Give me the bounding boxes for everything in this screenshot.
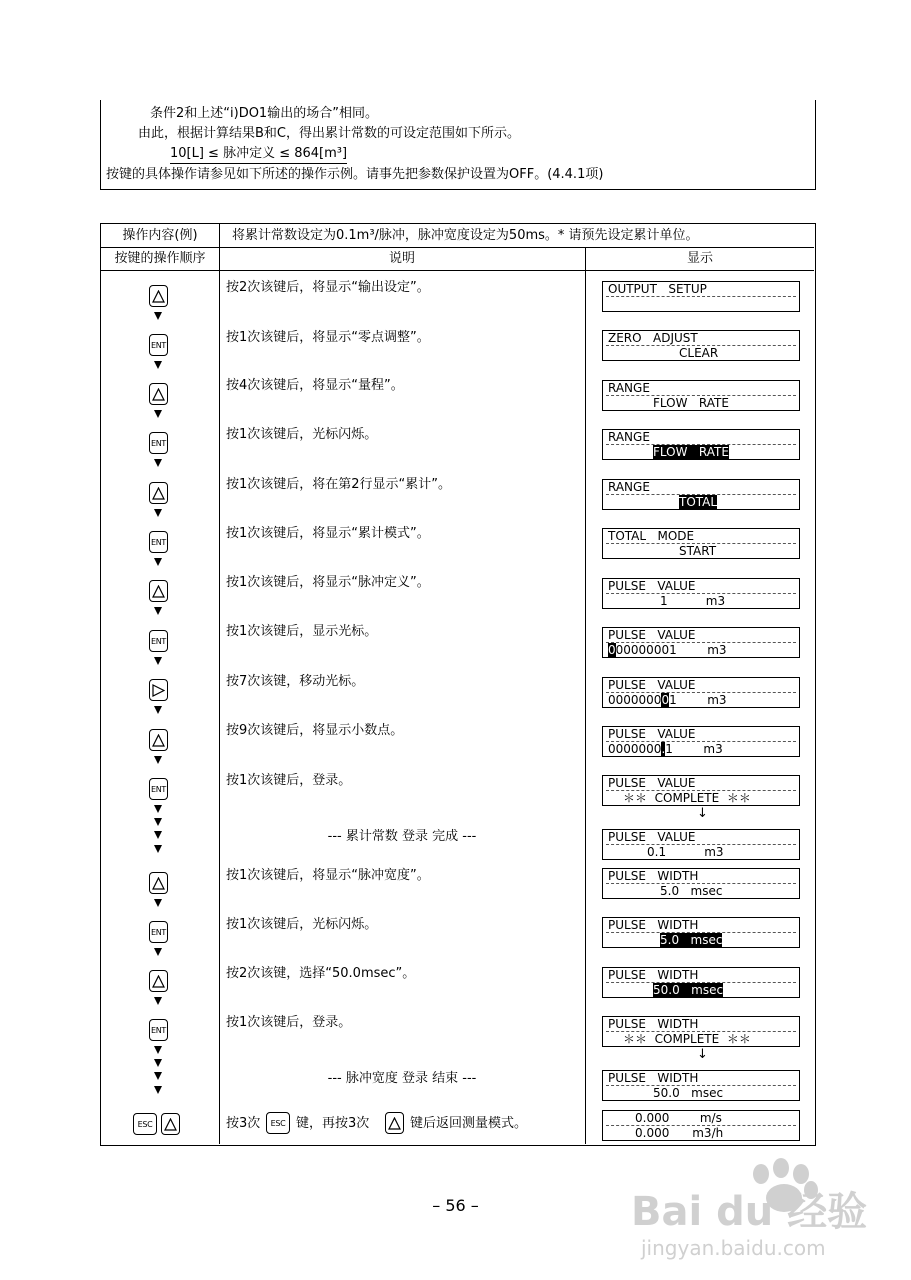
last-desc-part3: 键后返回测量模式。 <box>410 1116 528 1131</box>
lcd-display-10: PULSE VALUE 0000000.1 m3 <box>602 726 800 757</box>
down-arrow-icon <box>154 312 162 320</box>
watermark-url: jingyan.baidu.com <box>641 1236 826 1260</box>
down-arrow-icon <box>154 361 162 369</box>
last-desc-part2: 键，再按3次 <box>296 1116 370 1131</box>
up-key-icon[interactable] <box>149 970 168 992</box>
step-5-desc: 按1次该键后，将在第2行显示“累计”。 <box>226 477 452 492</box>
up-key-icon[interactable] <box>385 1112 404 1134</box>
down-arrow-icon <box>154 657 162 665</box>
esc-key-icon[interactable]: ESC <box>133 1113 157 1135</box>
up-key-icon[interactable] <box>149 285 168 307</box>
intro-line1: 条件2和上述“i)DO1输出的场合”相同。 <box>150 106 378 121</box>
step-3-desc: 按4次该键后，将显示“量程”。 <box>226 378 404 393</box>
up-key-icon[interactable] <box>161 1113 180 1135</box>
up-key-icon[interactable] <box>149 580 168 602</box>
down-arrow-icon <box>154 558 162 566</box>
down-arrow-icon <box>154 607 162 615</box>
down-arrow-icon <box>154 459 162 467</box>
down-arrow-icon <box>154 756 162 764</box>
intro-line2: 由此，根据计算结果B和C，得出累计常数的可设定范围如下所示。 <box>138 126 520 141</box>
step-8-desc: 按1次该键后，显示光标。 <box>226 624 378 639</box>
down-arrow-icon <box>154 997 162 1005</box>
baidu-watermark <box>621 1150 881 1270</box>
header-display: 显示 <box>686 251 713 266</box>
ent-key-icon[interactable]: ENT <box>149 531 168 553</box>
lcd-display-11: PULSE VALUE ＊＊ COMPLETE ＊＊ <box>602 775 800 806</box>
esc-key-icon[interactable]: ESC <box>266 1112 290 1134</box>
header-description: 说明 <box>388 251 415 266</box>
step-6-desc: 按1次该键后，将显示“累计模式”。 <box>226 526 430 541</box>
ent-key-icon[interactable]: ENT <box>149 432 168 454</box>
lcd-display-16: PULSE WIDTH ＊＊ COMPLETE ＊＊ <box>602 1016 800 1047</box>
lcd-transition-arrow: ↓ <box>697 1047 708 1062</box>
lcd-display-measure: 0.000 m/s 0.000 m3/h <box>602 1110 800 1141</box>
lcd-display-3: RANGE FLOW RATE <box>602 380 800 411</box>
up-key-icon[interactable] <box>149 383 168 405</box>
lcd-display-1: OUTPUT SETUP <box>602 281 800 312</box>
down-arrow-icon <box>154 706 162 714</box>
lcd-display-4: RANGE FLOW RATE <box>602 429 800 460</box>
lcd-display-17: PULSE WIDTH 50.0 msec <box>602 1070 800 1101</box>
step-13-desc: 按1次该键后，将显示“脉冲宽度”。 <box>226 868 430 883</box>
step-1-desc: 按2次该键后，将显示“输出设定”。 <box>226 280 430 295</box>
step-2-desc: 按1次该键后，将显示“零点调整”。 <box>226 330 430 345</box>
down-arrow-icon <box>154 1059 162 1067</box>
ent-key-icon[interactable]: ENT <box>149 630 168 652</box>
lcd-display-7: PULSE VALUE 1 m3 <box>602 578 800 609</box>
lcd-display-15: PULSE WIDTH 50.0 msec <box>602 967 800 998</box>
step-4-desc: 按1次该键后，光标闪烁。 <box>226 427 378 442</box>
last-desc-part1: 按3次 <box>226 1116 261 1131</box>
step-16-desc: 按1次该键后，登录。 <box>226 1015 352 1030</box>
width-registration-end: --- 脉冲宽度 登录 结束 --- <box>327 1071 477 1086</box>
down-arrow-icon <box>154 805 162 813</box>
down-arrow-icon <box>154 845 162 853</box>
step-14-desc: 按1次该键后，光标闪烁。 <box>226 917 378 932</box>
lcd-display-14: PULSE WIDTH 5.0 msec <box>602 917 800 948</box>
step-7-desc: 按1次该键后，将显示“脉冲定义”。 <box>226 575 430 590</box>
page-number: – 56 – <box>432 1196 479 1215</box>
down-arrow-icon <box>154 1046 162 1054</box>
step-11-desc: 按1次该键后，登录。 <box>226 773 352 788</box>
down-arrow-icon <box>154 831 162 839</box>
lcd-display-8: PULSE VALUE 000000001 m3 <box>602 627 800 658</box>
step-10-desc: 按9次该键后，将显示小数点。 <box>226 723 404 738</box>
lcd-display-5: RANGE TOTAL <box>602 479 800 510</box>
lcd-display-13: PULSE WIDTH 5.0 msec <box>602 868 800 899</box>
lcd-display-9: PULSE VALUE 000000001 m3 <box>602 677 800 708</box>
header-operation-content: 操作内容(例) <box>122 228 198 243</box>
watermark-brand: Bai du 经验 <box>631 1189 868 1235</box>
down-arrow-icon <box>154 899 162 907</box>
down-arrow-icon <box>154 948 162 956</box>
up-key-icon[interactable] <box>149 482 168 504</box>
intro-formula: 10[L] ≤ 脉冲定义 ≤ 864[m³] <box>170 146 347 164</box>
lcd-display-6: TOTAL MODE START <box>602 528 800 559</box>
step-15-desc: 按2次该键，选择“50.0msec”。 <box>226 966 416 981</box>
up-key-icon[interactable] <box>149 729 168 751</box>
down-arrow-icon <box>154 410 162 418</box>
ent-key-icon[interactable]: ENT <box>149 334 168 356</box>
lcd-display-12: PULSE VALUE 0.1 m3 <box>602 829 800 860</box>
step-9-desc: 按7次该键，移动光标。 <box>226 674 365 689</box>
down-arrow-icon <box>154 1086 162 1094</box>
ent-key-icon[interactable]: ENT <box>149 921 168 943</box>
value-registration-complete: --- 累计常数 登录 完成 --- <box>327 829 477 844</box>
ent-key-icon[interactable]: ENT <box>149 778 168 800</box>
down-arrow-icon <box>154 1072 162 1080</box>
lcd-transition-arrow: ↓ <box>697 806 708 821</box>
right-key-icon[interactable] <box>149 679 168 701</box>
down-arrow-icon <box>154 509 162 517</box>
up-key-icon[interactable] <box>149 872 168 894</box>
header-operation-example: 将累计常数设定为0.1m³/脉冲，脉冲宽度设定为50ms。* 请预先设定累计单位。 <box>232 228 699 243</box>
header-key-sequence: 按键的操作顺序 <box>114 251 206 266</box>
down-arrow-icon <box>154 818 162 826</box>
lcd-display-2: ZERO ADJUST CLEAR <box>602 330 800 361</box>
ent-key-icon[interactable]: ENT <box>149 1019 168 1041</box>
intro-line4: 按键的具体操作请参见如下所述的操作示例。请事先把参数保护设置为OFF。(4.4.1项) <box>106 167 604 182</box>
